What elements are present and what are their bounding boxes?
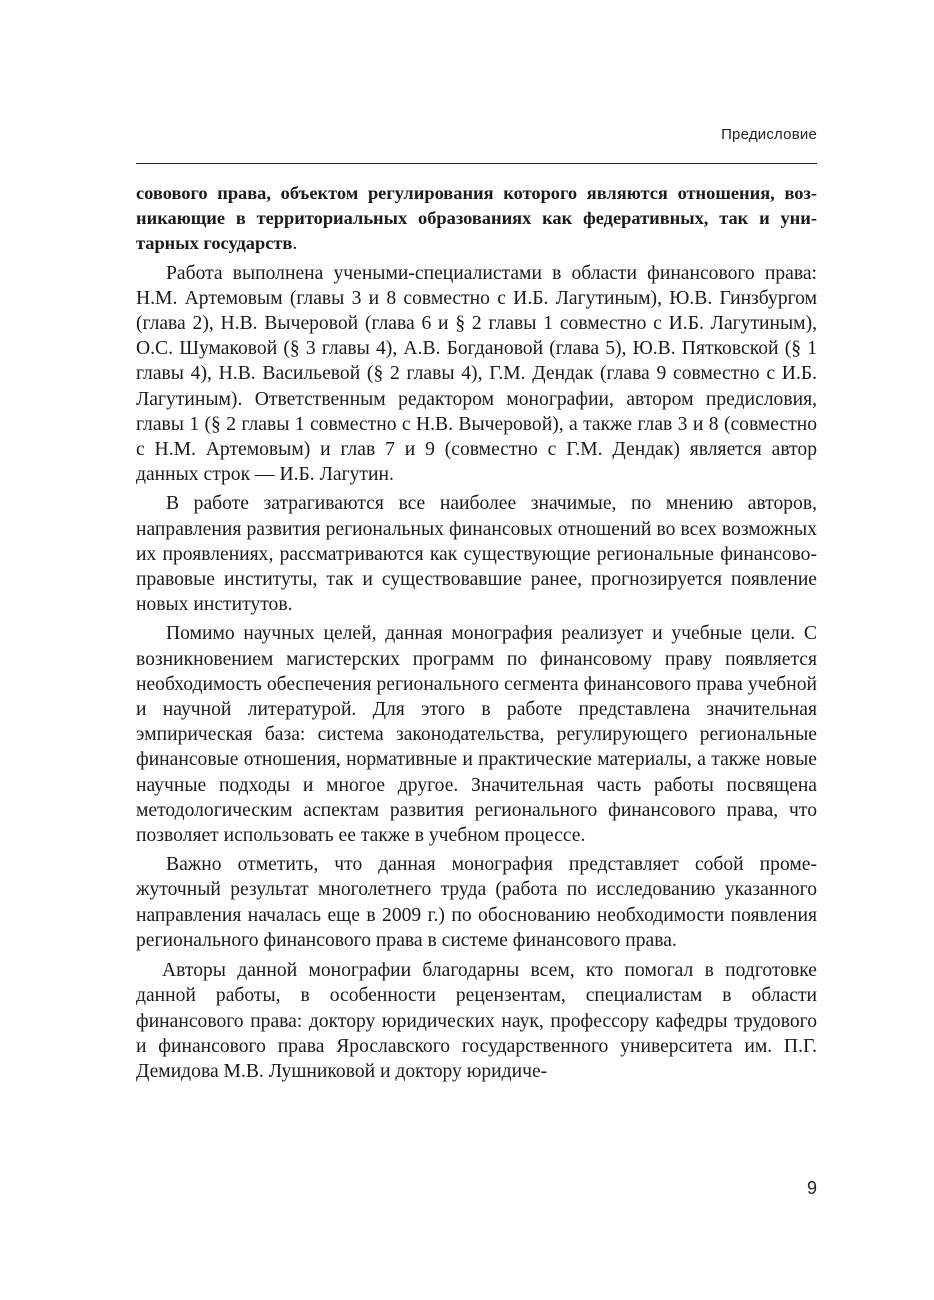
paragraph-goals: Помимо научных целей, данная монография реализует и учебные цели. С возникновением магистерских программ по финансовому праву появляется необходимость обеспечения регионального сегмента финансового права учебной и научной литературой. Для этого в работе представлена значительная эмпирическая база: система законодательства, регулирующего региональные финансовые отношения, нормативные и практические материалы, а также новые научные подходы и многое другое. Значительная часть работы посвящена методологическим аспектам развития регионального финансового права, что позволяет использовать ее также в учебном процессе. [136, 623, 817, 847]
page-number: 9 [806, 1178, 817, 1198]
paragraph-scope: В работе затрагиваются все наиболее значимые, по мнению авторов, направления развития региональных финансовых отношений во всех возможных их проявлениях, рассматриваются как существующие региональные финансово-правовые институты, так и существовавшие ранее, прогнозируется появление новых институтов. [136, 493, 817, 616]
paragraph-authors: Работа выполнена учеными-специалистами в области финансового права: Н.М. Артемовым (главы 3 и 8 совместно с И.Б. Лагутиным), Ю.В. Гинзбургом (глава 2), Н.В. Вычеровой (глава 6 и § 2 главы 1 совместно с И.Б. Лагутиным), О.С. Шумаковой (§ 3 главы 4), А.В. Богдановой (глава 5), Ю.В. Пятковской (§ 1 главы 4), Н.В. Васильевой (§ 2 главы 4), Г.М. Дендак (глава 9 совместно с И.Б. Лагутиным). Ответственным редактором монографии, автором предисловия, главы 1 (§ 2 главы 1 совместно с Н.В. Вычеровой), а также глав 3 и 8 (совместно с Н.М. Артемовым) и глав 7 и 9 (совместно с Г.М. Дендак) является автор данных строк — И.Б. Лагутин. [136, 262, 817, 486]
paragraph-continuation [136, 181, 817, 257]
paragraph-significance: Важно отметить, что данная монография представляет собой промежуточный результат многолетнего труда (работа по исследованию указанного направления началась еще в 2009 г.) по обоснованию необходимости появления регионального финансового права в системе финансового права. [136, 854, 817, 951]
paragraph-acknowledgements: Авторы данной монографии благодарны всем, кто помогал в подготовке данной работы, в особенности рецензентам, специалистам в области финансового права: доктору юридических наук, профессору кафедры трудового и финансового права Ярославского государственного университета им. П.Г. Демидова М.В. Лушниковой и доктору юридиче- [136, 960, 817, 1082]
body-text [136, 181, 817, 1084]
page-header [136, 126, 817, 152]
running-head: Предисловие [721, 126, 817, 143]
header-rule [136, 163, 817, 164]
bold-emphasis: совового права, объектом регулирования которого являются отношения, возникающие в территориальных образованиях как федеративных, так и унитарных государств [136, 183, 817, 254]
paragraph-end-punctuation: . [292, 233, 298, 255]
